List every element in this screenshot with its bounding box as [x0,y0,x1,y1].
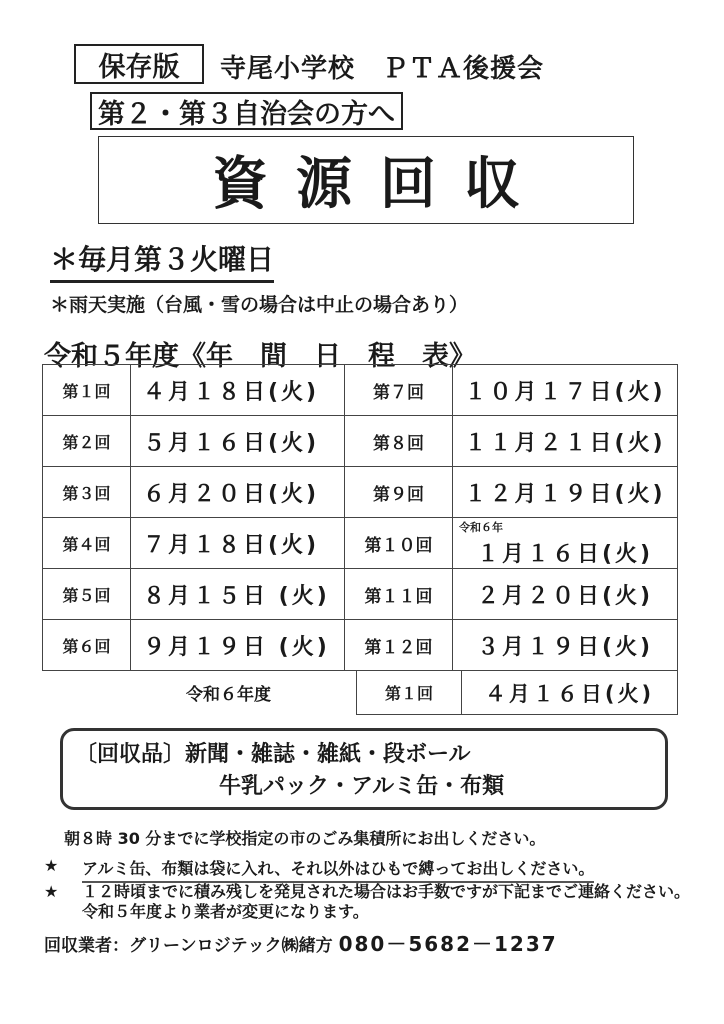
round-date: ２月２０日(火) [453,569,678,620]
star-icon: ★ [44,856,59,875]
round-date: ３月１９日(火) [453,620,678,671]
round-date: １月１６日(火) [476,541,654,567]
rain-note: ＊雨天実施（台風・雪の場合は中止の場合あり） [50,294,469,316]
next-year-label: 令和６年度 [186,685,271,705]
school-name: 寺尾小学校 ＰＴＡ後援会 [220,54,545,84]
collector-info [44,928,558,957]
title-box [98,136,634,224]
round-number: 第１０回 [345,518,453,569]
round-number: 第５回 [43,569,131,620]
schedule-table [42,364,678,671]
table-row [43,416,678,467]
star-icon: ★ [44,882,59,901]
round-date: ７月１８日(火) [131,518,345,569]
collector-phone: 080－5682－1237 [338,932,558,956]
round-date: ９月１９日 (火) [131,620,345,671]
round-date: １２月１９日(火) [453,467,678,518]
round-number: 第１回 [357,671,462,714]
items-line-1: 〔回収品〕新聞・雑誌・雑紙・段ボール [75,742,471,767]
keep-badge: 保存版 [74,44,204,84]
round-number: 第８回 [345,416,453,467]
round-date: ８月１５日 (火) [131,569,345,620]
round-date-cell [453,518,678,569]
table-row [43,569,678,620]
year-heading: 令和５年度《年 間 日 程 表》 [44,341,476,372]
round-number: 第１２回 [345,620,453,671]
schedule-note: ＊毎月第３火曜日 [50,238,274,283]
round-date: １０月１７日(火) [453,365,678,416]
round-number: 第１１回 [345,569,453,620]
page-title: 資源回収 [212,152,548,217]
round-number: 第６回 [43,620,131,671]
table-row [43,467,678,518]
round-number: 第３回 [43,467,131,518]
items-box [60,728,668,810]
note-text: アルミ缶、布類は袋に入れ、それ以外はひもで縛ってお出しください。 [82,856,594,883]
round-number: 第７回 [345,365,453,416]
round-number: 第２回 [43,416,131,467]
items-line-2: 牛乳パック・アルミ缶・布類 [219,774,505,799]
deadline-note: 朝８時 30 分までに学校指定の市のごみ集積所にお出しください。 [64,829,546,848]
year-note: 令和６年 [459,520,503,534]
round-date: ５月１６日(火) [131,416,345,467]
table-row [43,620,678,671]
round-number: 第９回 [345,467,453,518]
round-date: ４月１６日(火) [484,681,655,706]
round-number: 第１回 [43,365,131,416]
round-number: 第４回 [43,518,131,569]
round-date: １１月２１日(火) [453,416,678,467]
table-row [43,518,678,569]
collector-label: 回収業者：グリーンロジテック㈱緒方 [44,936,333,956]
recipient-line: 第２・第３自治会の方へ [90,92,403,130]
next-year-box [356,670,678,715]
note-text: １２時頃までに積み残しを発見された場合はお手数ですが下記までご連絡ください。令和５年度より業者が変更になります。 [82,882,691,921]
round-date: ４月１８日(火) [131,365,345,416]
round-date: ６月２０日(火) [131,467,345,518]
table-row [43,365,678,416]
